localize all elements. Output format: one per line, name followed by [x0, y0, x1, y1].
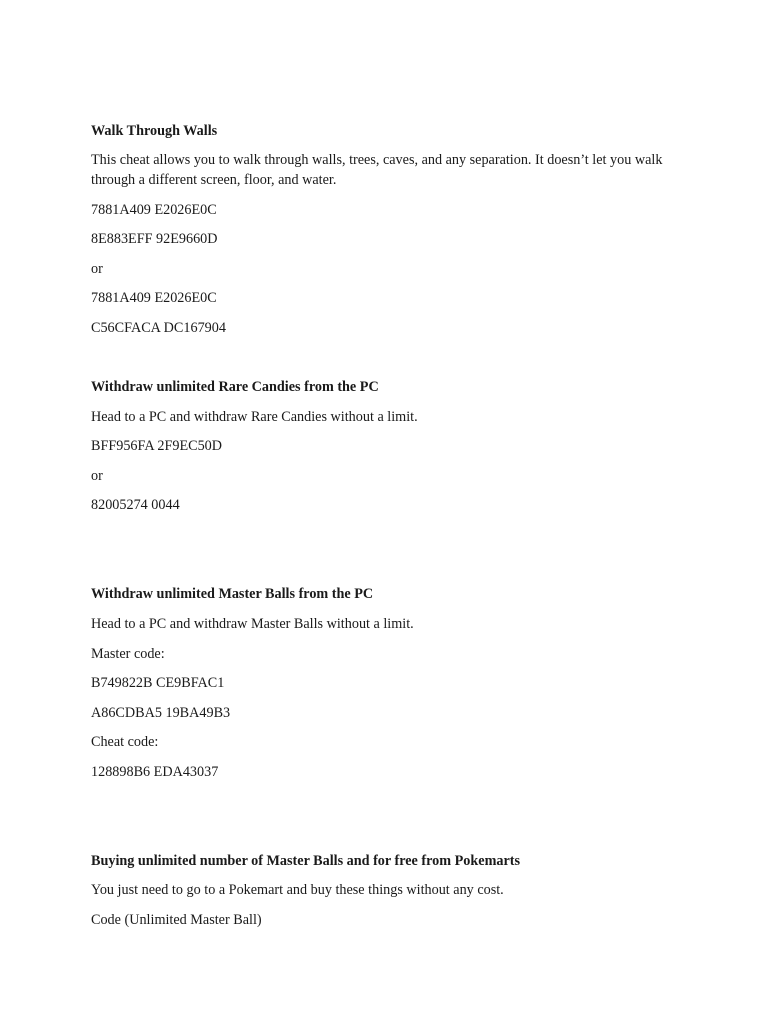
- section-heading-master-balls: Withdraw unlimited Master Balls from the PC: [91, 586, 374, 602]
- cheat-code-line: 7881A409 E2026E0C: [91, 202, 217, 218]
- cheat-code-line: BFF956FA 2F9EC50D: [91, 438, 223, 454]
- cheat-code-line: 8E883EFF 92E9660D: [91, 231, 218, 247]
- or-separator: or: [91, 261, 103, 277]
- or-separator: or: [91, 468, 103, 484]
- cheat-code-line: 128898B6 EDA43037: [91, 764, 219, 780]
- cheat-code-line: A86CDBA5 19BA49B3: [91, 705, 231, 721]
- section-description: This cheat allows you to walk through walls, trees, caves, and any separation. It doesn’t let you walk through a different screen, floor, and water.: [91, 152, 663, 188]
- section-description: You just need to go to a Pokemart and buy these things without any cost.: [91, 882, 504, 898]
- cheat-code-line: 7881A409 E2026E0C: [91, 290, 217, 306]
- section-heading-pokemart-master-balls: Buying unlimited number of Master Balls and for free from Pokemarts: [91, 853, 521, 869]
- code-label: Code (Unlimited Master Ball): [91, 912, 262, 928]
- cheat-code-line: 82005274 0044: [91, 497, 180, 513]
- section-description: Head to a PC and withdraw Rare Candies without a limit.: [91, 409, 418, 425]
- cheat-code-line: C56CFACA DC167904: [91, 320, 226, 336]
- code-label: Cheat code:: [91, 734, 159, 750]
- cheat-code-line: B749822B CE9BFAC1: [91, 675, 225, 691]
- code-label: Master code:: [91, 646, 165, 662]
- section-heading-walk-through-walls: Walk Through Walls: [91, 123, 218, 139]
- section-description: Head to a PC and withdraw Master Balls without a limit.: [91, 616, 414, 632]
- section-heading-rare-candies: Withdraw unlimited Rare Candies from the PC: [91, 379, 379, 395]
